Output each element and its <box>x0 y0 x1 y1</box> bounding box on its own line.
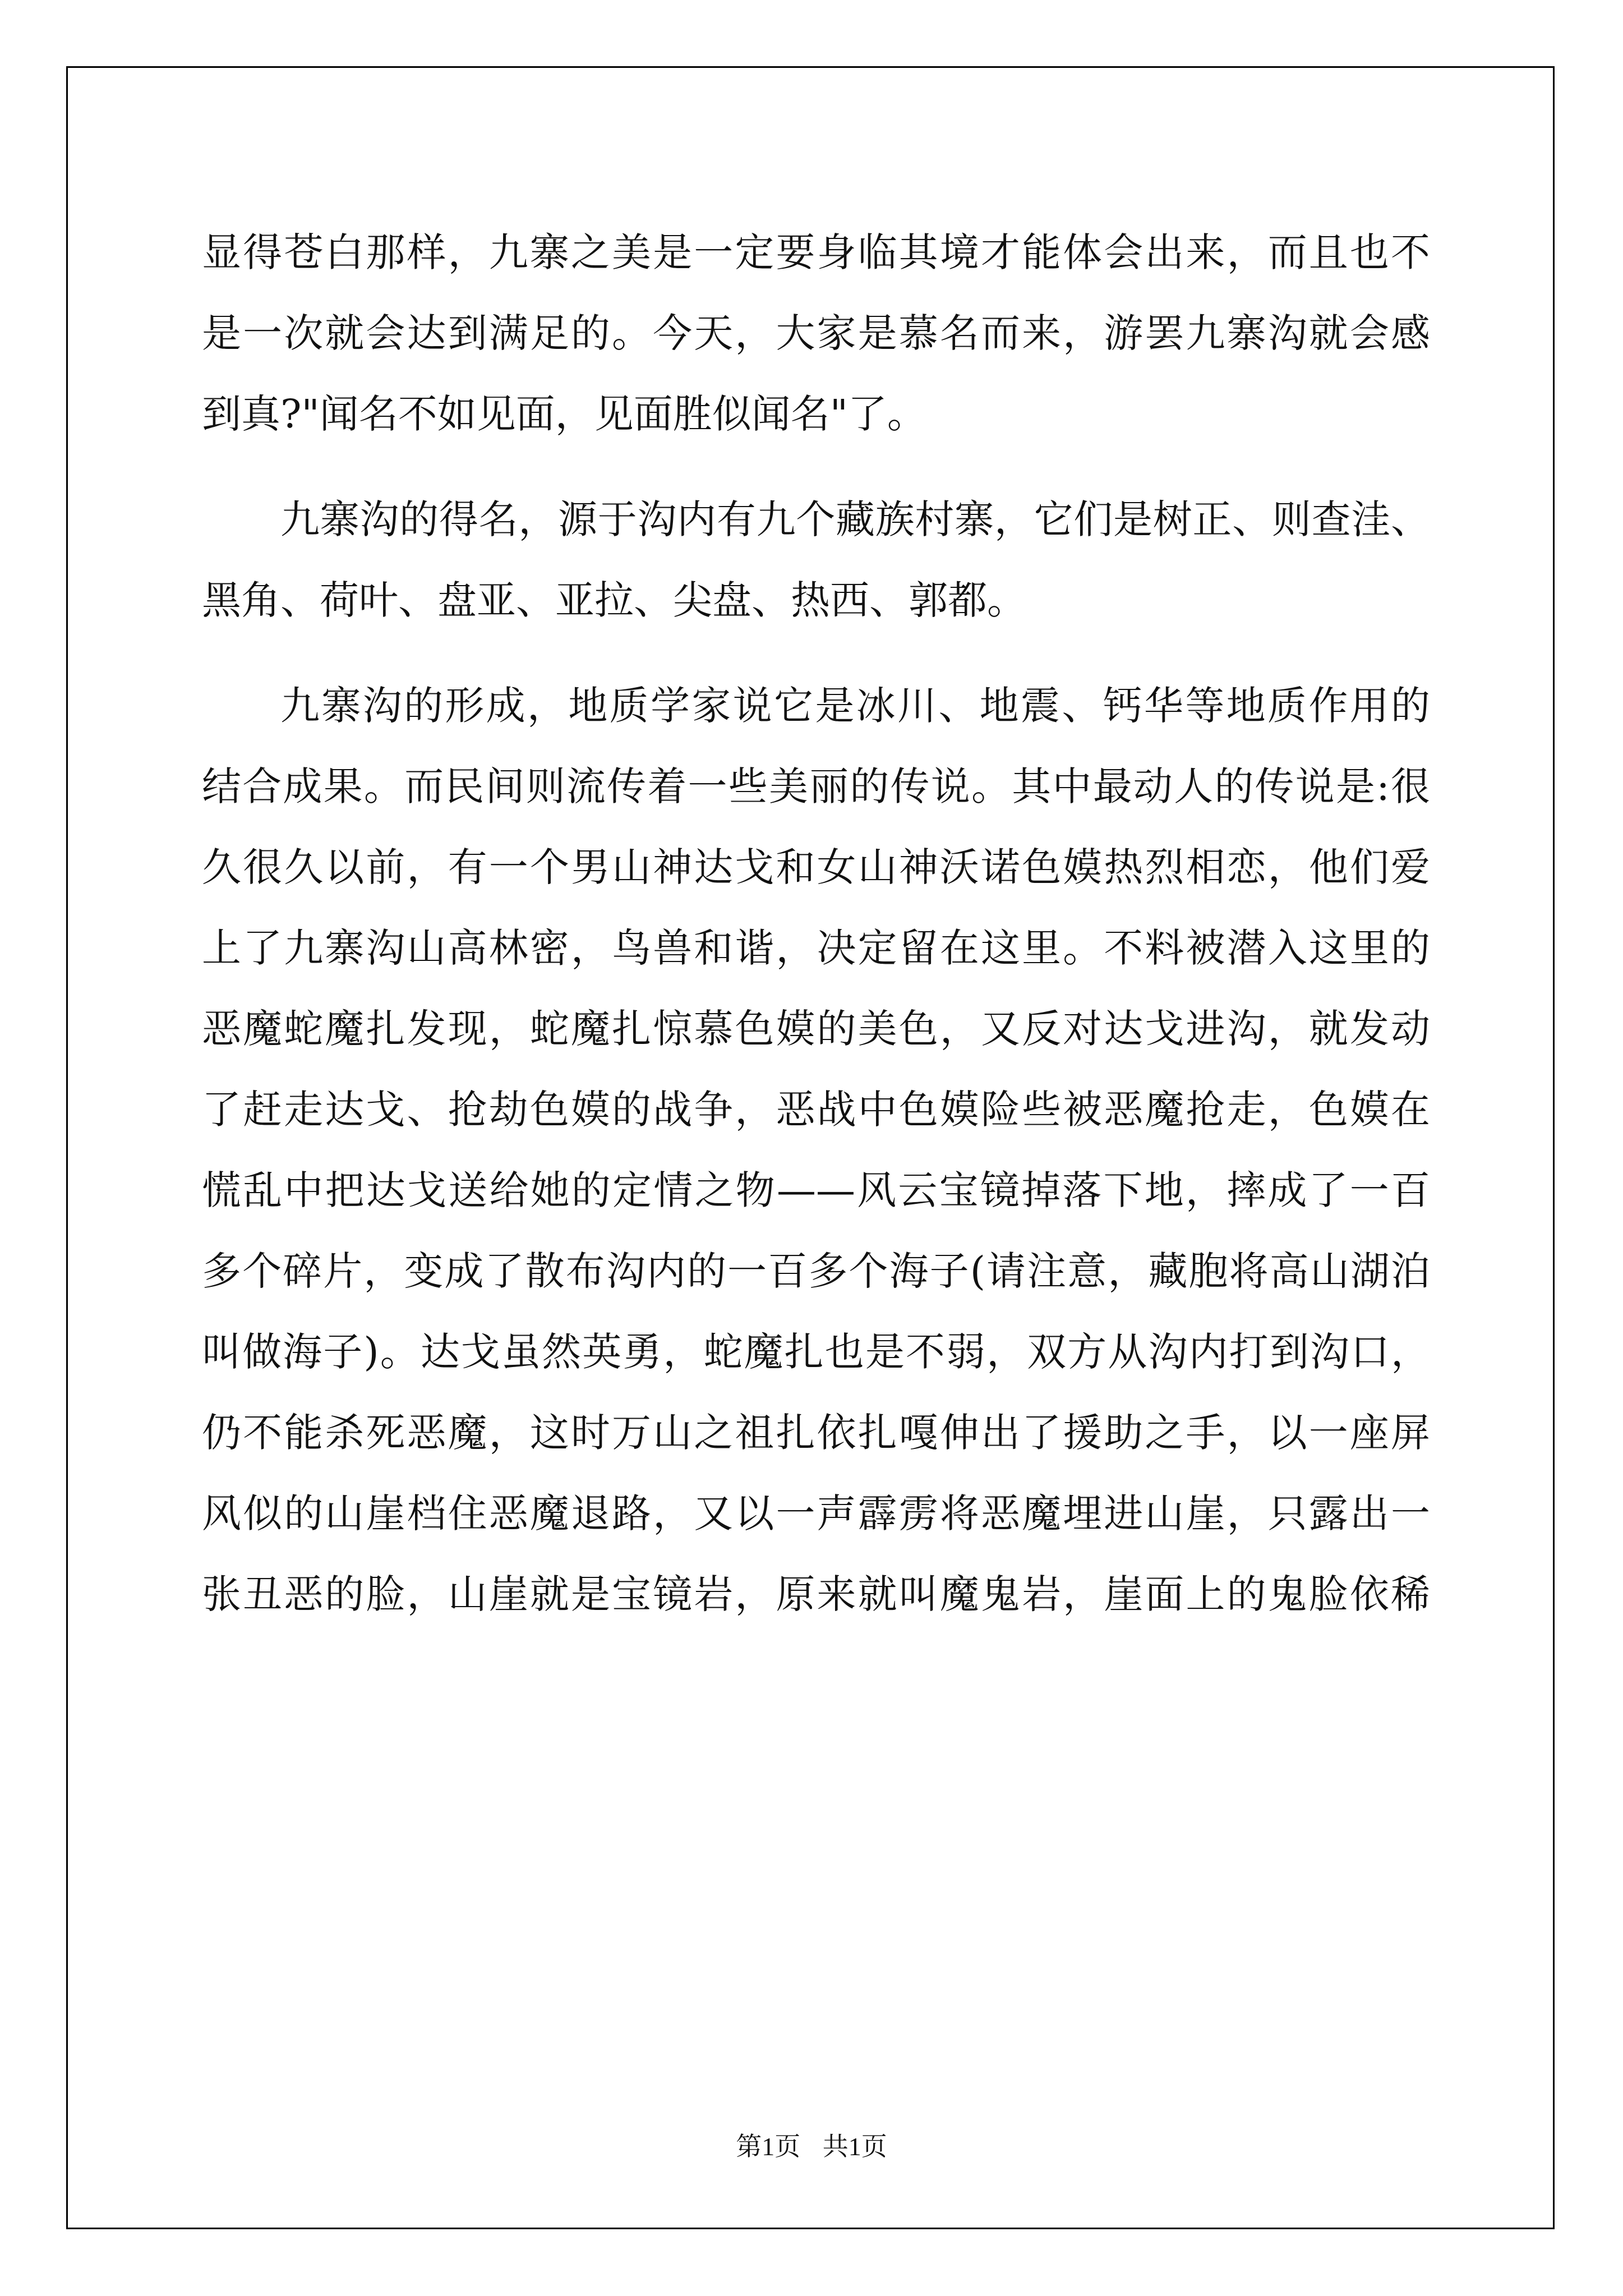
body-line: 黑角、荷叶、盘亚、亚拉、尖盘、热西、郭都。 <box>202 577 1026 623</box>
body-line: 恶魔蛇魔扎发现，蛇魔扎惊慕色嫫的美色，又反对达戈进沟，就发动 <box>202 1006 1430 1052</box>
body-line: 了赶走达戈、抢劫色嫫的战争，恶战中色嫫险些被恶魔抢走，色嫫在 <box>202 1087 1430 1133</box>
page-total: 共1页 <box>822 2132 887 2161</box>
body-line: 叫做海子)。达戈虽然英勇，蛇魔扎也是不弱，双方从沟内打到沟口， <box>202 1329 1430 1375</box>
body-line: 结合成果。而民间则流传着一些美丽的传说。其中最动人的传说是:很 <box>202 763 1430 809</box>
page-number: 第1页 <box>736 2132 801 2161</box>
body-line: 上了九寨沟山高林密，鸟兽和谐，决定留在这里。不料被潜入这里的 <box>202 925 1430 971</box>
body-line: 慌乱中把达戈送给她的定情之物——风云宝镜掉落下地，摔成了一百 <box>202 1167 1430 1213</box>
page-footer <box>0 2126 1623 2163</box>
body-line: 仍不能杀死恶魔，这时万山之祖扎依扎嘎伸出了援助之手，以一座屏 <box>202 1410 1430 1456</box>
body-line: 显得苍白那样，九寨之美是一定要身临其境才能体会出来，而且也不 <box>202 229 1430 275</box>
body-line: 九寨沟的得名，源于沟内有九个藏族村寨，它们是树正、则查洼、 <box>280 496 1430 542</box>
body-line: 久很久以前，有一个男山神达戈和女山神沃诺色嫫热烈相恋，他们爱 <box>202 844 1430 890</box>
body-line: 到真?"闻名不如见面，见面胜似闻名"了。 <box>202 391 926 437</box>
body-line: 是一次就会达到满足的。今天，大家是慕名而来，游罢九寨沟就会感 <box>202 310 1430 356</box>
document-body <box>202 212 1430 1635</box>
body-line: 九寨沟的形成，地质学家说它是冰川、地震、钙华等地质作用的 <box>280 683 1430 729</box>
body-line: 多个碎片，变成了散布沟内的一百多个海子(请注意，藏胞将高山湖泊 <box>202 1248 1430 1294</box>
body-line: 张丑恶的脸，山崖就是宝镜岩，原来就叫魔鬼岩，崖面上的鬼脸依稀 <box>202 1571 1430 1617</box>
body-line: 风似的山崖档住恶魔退路，又以一声霹雳将恶魔埋进山崖，只露出一 <box>202 1490 1430 1536</box>
